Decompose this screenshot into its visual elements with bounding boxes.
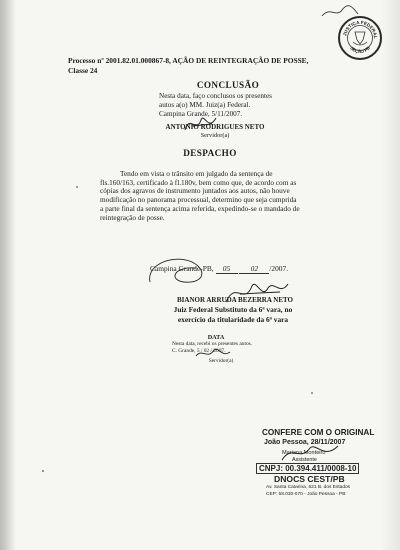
- conclusao-title: CONCLUSÃO: [196, 80, 260, 90]
- justica-federal-seal: [338, 16, 382, 60]
- data-stamp-title: DATA: [207, 334, 225, 341]
- data-stamp-line-1: Nesta data, recebi os presentes autos.: [172, 341, 253, 347]
- seal-text-top: JUSTIÇA FEDERAL: [342, 19, 379, 39]
- scan-speck: [311, 392, 313, 394]
- despacho-date-year: /2007.: [269, 264, 289, 273]
- despacho-line-3: cópias dos agravos de instrumento juntados aos autos, não houve: [100, 186, 290, 196]
- despacho-date-prefix: Campina Grande-PB,: [150, 264, 214, 273]
- data-stamp-role: Servidor(a): [208, 358, 234, 364]
- conclusao-line-3: Campina Grande, 5/11/2007.: [159, 110, 243, 118]
- despacho-line-6: reintegração de posse.: [100, 212, 165, 222]
- conclusao-line-2: autos a(o) MM. Juiz(a) Federal.: [159, 101, 251, 109]
- despacho-title: DESPACHO: [183, 148, 237, 158]
- seal-signature-scribble: [320, 4, 360, 18]
- conclusao-signer-role: Servidor(a): [200, 132, 230, 139]
- confere-original-stamp: [256, 428, 378, 500]
- confere-name: Mariana Monteiro: [282, 450, 326, 456]
- judge-name: BIANOR ARRUDA BEZERRA NETO: [177, 296, 293, 304]
- scan-fold-shadow: [0, 0, 16, 550]
- despacho-line-1: Tendo em vista o trânsito em julgado da sentença de: [120, 169, 273, 178]
- svg-text:SEÇÃO PB: [349, 45, 371, 54]
- confere-address: Av. Santa Catarina, 621 B. dos Estados: [266, 485, 351, 490]
- despacho-signature-loop: [144, 252, 214, 286]
- despacho-date-day: 05: [216, 264, 238, 274]
- scan-speck: [76, 186, 78, 188]
- confere-city-date: João Pessoa, 28/11/2007: [264, 439, 346, 446]
- conclusao-line-1: Nesta data, faço conclusos os presentes: [159, 92, 272, 100]
- despacho-line-5: a parte final da sentença acima referida, expedindo-se o mandado de: [100, 203, 300, 213]
- data-stamp-line-2: C. Grande, 5 / 02 / 2007.: [172, 347, 226, 354]
- despacho-date-month: 02: [239, 264, 269, 274]
- process-header: [68, 56, 358, 75]
- confere-cep: CEP: 58.030-070 - João Pessoa - PB: [266, 492, 346, 497]
- confere-title: CONFERE COM O ORIGINAL: [262, 428, 375, 437]
- despacho-line-2: fls.160/163, certificado à fl.180v, bem como que, de acordo com as: [100, 177, 297, 187]
- confere-org: DNOCS CEST/PB: [274, 474, 345, 484]
- scan-speck: [42, 470, 44, 472]
- confere-signature: [280, 442, 340, 464]
- despacho-line-4: modificação no panorama processual, determino que seja cumprida: [100, 195, 297, 205]
- seal-text-bottom: SEÇÃO PB: [349, 45, 371, 55]
- despacho-paragraph: [100, 170, 350, 222]
- process-number: Processo nº 2001.82.01.000867-8, AÇÃO DE REINTEGRAÇÃO DE POSSE,: [68, 56, 309, 65]
- data-stamp-text: [172, 341, 312, 354]
- conclusao-signer: ANTONIO RODRIGUES NETO: [165, 123, 265, 131]
- confere-name-role: Assistente: [292, 457, 317, 463]
- seal-graphic: [340, 18, 380, 58]
- process-class: Classe 24: [68, 65, 98, 75]
- confere-cnpj: CNPJ: 00.394.411/0008-10: [256, 463, 359, 474]
- judge-title-line-2: exercício da titularidade da 6ª vara: [177, 314, 289, 324]
- judge-title-line-1: Juiz Federal Substituto da 6ª vara, no: [173, 305, 293, 314]
- judge-title: [128, 305, 338, 324]
